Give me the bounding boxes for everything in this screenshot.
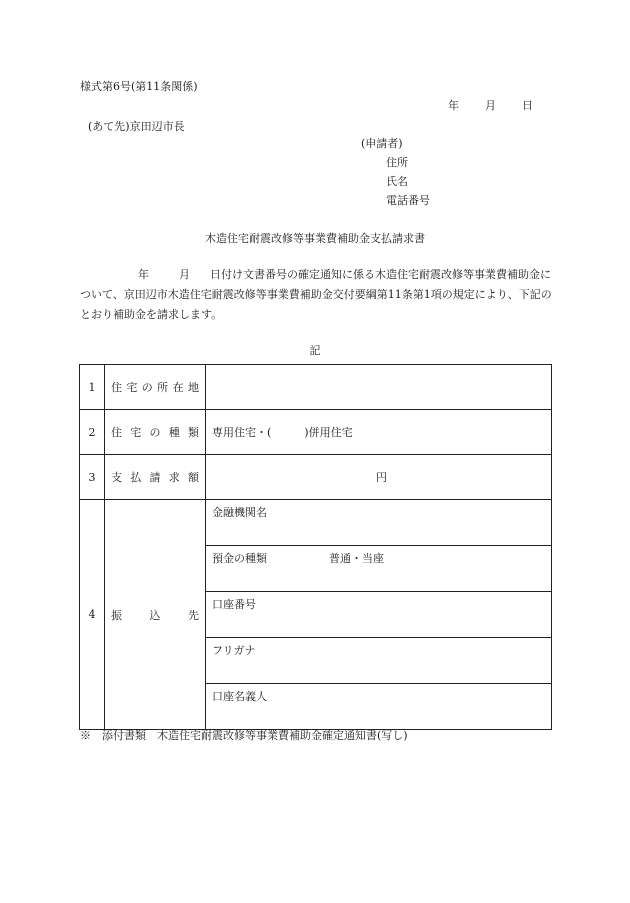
applicant-name: 氏名 — [386, 175, 408, 188]
table-row — [80, 455, 552, 500]
row-number: 1 — [80, 365, 105, 410]
table-row — [80, 500, 552, 546]
house-location-field[interactable] — [206, 365, 552, 410]
row-label: 住 宅 の 所 在 地 — [105, 365, 206, 410]
row-number: 2 — [80, 410, 105, 455]
ki-heading: 記 — [309, 344, 321, 357]
house-type-field[interactable]: 専用住宅・( )併用住宅 — [206, 410, 552, 455]
row-number: 3 — [80, 455, 105, 500]
date-month: 月 — [485, 99, 496, 112]
bank-name-field[interactable]: 金融機関名 — [206, 500, 552, 546]
date-line — [448, 99, 533, 113]
attachment-note: ※ 添付書類 木造住宅耐震改修等事業費補助金確定通知書(写し) — [80, 729, 408, 742]
table-row — [80, 365, 552, 410]
applicant-phone: 電話番号 — [386, 194, 430, 207]
body-year: 年 — [138, 268, 149, 281]
account-number-field[interactable]: 口座番号 — [206, 592, 552, 638]
body-month: 月 — [179, 268, 190, 281]
date-year: 年 — [448, 99, 459, 112]
deposit-type-field[interactable]: 預金の種類 普通・当座 — [206, 546, 552, 592]
row-label: 振 込 先 — [105, 500, 206, 730]
addressee: (あて先)京田辺市長 — [88, 120, 185, 133]
furigana-field[interactable]: フリガナ — [206, 638, 552, 684]
date-day: 日 — [522, 99, 533, 112]
applicant-address: 住所 — [386, 156, 408, 169]
row-number: 4 — [80, 500, 105, 730]
row-label: 支 払 請 求 額 — [105, 455, 206, 500]
body-paragraph — [80, 265, 560, 325]
applicant-label: (申請者) — [361, 137, 403, 150]
request-table — [79, 364, 552, 730]
account-holder-field[interactable]: 口座名義人 — [206, 684, 552, 730]
payment-amount-field[interactable]: 円 — [206, 455, 552, 500]
form-number: 様式第6号(第11条関係) — [80, 80, 198, 93]
table-row — [80, 410, 552, 455]
row-label: 住 宅 の 種 類 — [105, 410, 206, 455]
body-text: 日付け文書番号の確定通知に係る木造住宅耐震改修等事業費補助金について、京田辺市木造住宅耐震改修等事業費補助金交付要綱第11条第1項の規定により、下記のとおり補助金を請求します。 — [80, 268, 552, 321]
document-title: 木造住宅耐震改修等事業費補助金支払請求書 — [205, 232, 425, 245]
